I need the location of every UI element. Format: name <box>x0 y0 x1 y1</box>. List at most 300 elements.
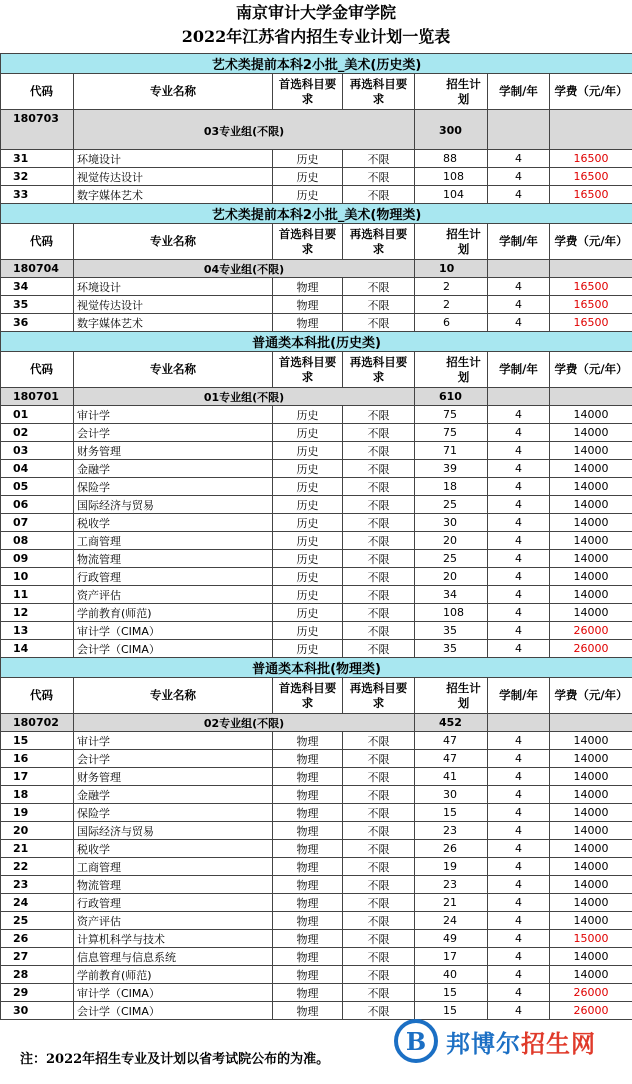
row-first-subject: 物理 <box>273 912 343 930</box>
header-code: 代码 <box>1 224 74 260</box>
header-second-subject: 再选科目要求 <box>343 224 415 260</box>
row-major: 审计学（CIMA） <box>74 984 273 1002</box>
row-second-subject: 不限 <box>343 278 415 296</box>
row-first-subject: 历史 <box>273 442 343 460</box>
row-fee: 14000 <box>550 442 632 460</box>
section-title-row <box>1 204 632 224</box>
row-plan: 25 <box>415 496 488 514</box>
row-fee: 14000 <box>550 948 632 966</box>
row-fee: 14000 <box>550 568 632 586</box>
row-years: 4 <box>488 840 550 858</box>
row-code: 25 <box>1 912 74 930</box>
row-second-subject: 不限 <box>343 948 415 966</box>
row-code: 12 <box>1 604 74 622</box>
group-code: 180701 <box>1 388 74 406</box>
row-years: 4 <box>488 750 550 768</box>
row-years: 4 <box>488 314 550 332</box>
table-row <box>1 858 632 876</box>
row-second-subject: 不限 <box>343 150 415 168</box>
row-plan: 104 <box>415 186 488 204</box>
row-fee: 14000 <box>550 966 632 984</box>
column-header-row <box>1 74 632 110</box>
row-fee: 26000 <box>550 984 632 1002</box>
row-years: 4 <box>488 804 550 822</box>
row-years: 4 <box>488 424 550 442</box>
group-name: 03专业组(不限) <box>74 110 415 150</box>
group-plan: 10 <box>415 260 488 278</box>
section-title: 普通类本科批(历史类) <box>1 332 632 352</box>
row-plan: 2 <box>415 278 488 296</box>
row-major: 视觉传达设计 <box>74 168 273 186</box>
row-years: 4 <box>488 822 550 840</box>
group-empty-fee <box>550 110 632 150</box>
row-major: 环境设计 <box>74 278 273 296</box>
row-plan: 47 <box>415 750 488 768</box>
row-code: 17 <box>1 768 74 786</box>
row-first-subject: 物理 <box>273 876 343 894</box>
row-major: 国际经济与贸易 <box>74 496 273 514</box>
table-row <box>1 984 632 1002</box>
row-second-subject: 不限 <box>343 550 415 568</box>
table-row <box>1 604 632 622</box>
header-plan: 招生计划 <box>415 352 488 388</box>
row-code: 23 <box>1 876 74 894</box>
row-plan: 17 <box>415 948 488 966</box>
table-row <box>1 496 632 514</box>
row-plan: 6 <box>415 314 488 332</box>
row-fee: 15000 <box>550 930 632 948</box>
table-row <box>1 314 632 332</box>
group-plan: 610 <box>415 388 488 406</box>
row-years: 4 <box>488 168 550 186</box>
group-empty-fee <box>550 260 632 278</box>
row-first-subject: 物理 <box>273 858 343 876</box>
row-major: 会计学（CIMA） <box>74 640 273 658</box>
table-row <box>1 804 632 822</box>
header-years: 学制/年 <box>488 678 550 714</box>
group-empty-years <box>488 110 550 150</box>
group-empty-years <box>488 260 550 278</box>
row-second-subject: 不限 <box>343 804 415 822</box>
row-code: 27 <box>1 948 74 966</box>
row-years: 4 <box>488 640 550 658</box>
row-years: 4 <box>488 732 550 750</box>
row-second-subject: 不限 <box>343 876 415 894</box>
row-plan: 15 <box>415 984 488 1002</box>
row-plan: 34 <box>415 586 488 604</box>
row-plan: 20 <box>415 532 488 550</box>
row-years: 4 <box>488 496 550 514</box>
row-fee: 14000 <box>550 876 632 894</box>
row-first-subject: 历史 <box>273 568 343 586</box>
row-plan: 35 <box>415 622 488 640</box>
row-plan: 40 <box>415 966 488 984</box>
row-code: 07 <box>1 514 74 532</box>
row-second-subject: 不限 <box>343 622 415 640</box>
row-major: 信息管理与信息系统 <box>74 948 273 966</box>
row-plan: 49 <box>415 930 488 948</box>
row-code: 32 <box>1 168 74 186</box>
row-years: 4 <box>488 912 550 930</box>
row-major: 金融学 <box>74 786 273 804</box>
row-code: 34 <box>1 278 74 296</box>
row-first-subject: 历史 <box>273 406 343 424</box>
row-second-subject: 不限 <box>343 912 415 930</box>
header-major: 专业名称 <box>74 678 273 714</box>
row-major: 工商管理 <box>74 532 273 550</box>
row-major: 会计学（CIMA） <box>74 1002 273 1020</box>
row-first-subject: 历史 <box>273 550 343 568</box>
row-first-subject: 物理 <box>273 894 343 912</box>
row-fee: 14000 <box>550 496 632 514</box>
row-major: 税收学 <box>74 514 273 532</box>
table-row <box>1 840 632 858</box>
section-title: 普通类本科批(物理类) <box>1 658 632 678</box>
row-fee: 16500 <box>550 150 632 168</box>
row-code: 18 <box>1 786 74 804</box>
row-first-subject: 物理 <box>273 768 343 786</box>
row-code: 19 <box>1 804 74 822</box>
header-plan: 招生计划 <box>415 224 488 260</box>
row-plan: 20 <box>415 568 488 586</box>
row-fee: 26000 <box>550 1002 632 1020</box>
row-first-subject: 历史 <box>273 496 343 514</box>
site-watermark <box>394 1016 626 1066</box>
row-years: 4 <box>488 786 550 804</box>
header-first-subject: 首选科目要求 <box>273 678 343 714</box>
row-major: 行政管理 <box>74 894 273 912</box>
row-plan: 18 <box>415 478 488 496</box>
row-first-subject: 物理 <box>273 822 343 840</box>
header-years: 学制/年 <box>488 224 550 260</box>
row-fee: 14000 <box>550 732 632 750</box>
row-second-subject: 不限 <box>343 840 415 858</box>
row-major: 计算机科学与技术 <box>74 930 273 948</box>
row-second-subject: 不限 <box>343 894 415 912</box>
row-second-subject: 不限 <box>343 822 415 840</box>
row-years: 4 <box>488 514 550 532</box>
table-row <box>1 186 632 204</box>
row-years: 4 <box>488 966 550 984</box>
row-second-subject: 不限 <box>343 1002 415 1020</box>
row-major: 审计学（CIMA） <box>74 622 273 640</box>
group-code: 180703 <box>1 110 74 150</box>
group-row <box>1 388 632 406</box>
row-fee: 14000 <box>550 532 632 550</box>
row-fee: 14000 <box>550 550 632 568</box>
row-code: 01 <box>1 406 74 424</box>
row-first-subject: 历史 <box>273 168 343 186</box>
row-fee: 16500 <box>550 314 632 332</box>
row-plan: 88 <box>415 150 488 168</box>
watermark-text <box>446 1024 596 1059</box>
row-first-subject: 物理 <box>273 296 343 314</box>
row-second-subject: 不限 <box>343 604 415 622</box>
group-empty-years <box>488 388 550 406</box>
row-fee: 14000 <box>550 478 632 496</box>
row-major: 资产评估 <box>74 586 273 604</box>
row-first-subject: 历史 <box>273 186 343 204</box>
row-years: 4 <box>488 604 550 622</box>
row-plan: 75 <box>415 406 488 424</box>
row-plan: 15 <box>415 804 488 822</box>
section-title: 艺术类提前本科2小批_美术(历史类) <box>1 54 632 74</box>
row-first-subject: 物理 <box>273 314 343 332</box>
group-row <box>1 110 632 150</box>
row-code: 21 <box>1 840 74 858</box>
table-body <box>1 54 632 1020</box>
row-second-subject: 不限 <box>343 568 415 586</box>
row-second-subject: 不限 <box>343 640 415 658</box>
row-years: 4 <box>488 278 550 296</box>
row-years: 4 <box>488 768 550 786</box>
row-plan: 26 <box>415 840 488 858</box>
admission-plan-table <box>0 53 632 1020</box>
row-fee: 14000 <box>550 858 632 876</box>
row-fee: 14000 <box>550 840 632 858</box>
row-second-subject: 不限 <box>343 514 415 532</box>
table-row <box>1 966 632 984</box>
row-major: 物流管理 <box>74 550 273 568</box>
row-second-subject: 不限 <box>343 930 415 948</box>
row-plan: 15 <box>415 1002 488 1020</box>
group-plan: 300 <box>415 110 488 150</box>
header-second-subject: 再选科目要求 <box>343 74 415 110</box>
row-fee: 16500 <box>550 168 632 186</box>
row-plan: 30 <box>415 786 488 804</box>
row-plan: 21 <box>415 894 488 912</box>
row-fee: 14000 <box>550 894 632 912</box>
table-row <box>1 822 632 840</box>
header-fee: 学费（元/年） <box>550 224 632 260</box>
table-row <box>1 478 632 496</box>
row-plan: 25 <box>415 550 488 568</box>
table-row <box>1 424 632 442</box>
table-row <box>1 732 632 750</box>
column-header-row <box>1 224 632 260</box>
watermark-text-accent: 招生网 <box>521 1029 596 1058</box>
row-major: 学前教育(师范) <box>74 604 273 622</box>
row-code: 04 <box>1 460 74 478</box>
table-row <box>1 550 632 568</box>
row-first-subject: 物理 <box>273 786 343 804</box>
row-fee: 16500 <box>550 186 632 204</box>
row-code: 30 <box>1 1002 74 1020</box>
table-row <box>1 296 632 314</box>
row-second-subject: 不限 <box>343 424 415 442</box>
row-fee: 14000 <box>550 604 632 622</box>
header-major: 专业名称 <box>74 224 273 260</box>
row-major: 国际经济与贸易 <box>74 822 273 840</box>
group-empty-fee <box>550 388 632 406</box>
row-first-subject: 历史 <box>273 532 343 550</box>
table-row <box>1 750 632 768</box>
row-second-subject: 不限 <box>343 786 415 804</box>
table-row <box>1 442 632 460</box>
row-first-subject: 物理 <box>273 930 343 948</box>
row-code: 03 <box>1 442 74 460</box>
row-major: 审计学 <box>74 406 273 424</box>
table-row <box>1 768 632 786</box>
group-row <box>1 260 632 278</box>
row-fee: 16500 <box>550 278 632 296</box>
row-first-subject: 历史 <box>273 640 343 658</box>
row-plan: 41 <box>415 768 488 786</box>
row-second-subject: 不限 <box>343 732 415 750</box>
table-row <box>1 948 632 966</box>
table-row <box>1 460 632 478</box>
header-first-subject: 首选科目要求 <box>273 224 343 260</box>
table-row <box>1 786 632 804</box>
table-row <box>1 406 632 424</box>
table-row <box>1 622 632 640</box>
row-code: 08 <box>1 532 74 550</box>
column-header-row <box>1 352 632 388</box>
header-first-subject: 首选科目要求 <box>273 352 343 388</box>
row-plan: 108 <box>415 604 488 622</box>
row-fee: 14000 <box>550 912 632 930</box>
row-code: 33 <box>1 186 74 204</box>
row-second-subject: 不限 <box>343 314 415 332</box>
watermark-logo-icon: B <box>394 1019 438 1063</box>
row-second-subject: 不限 <box>343 984 415 1002</box>
row-major: 金融学 <box>74 460 273 478</box>
page-title <box>0 0 632 53</box>
row-code: 06 <box>1 496 74 514</box>
header-code: 代码 <box>1 74 74 110</box>
row-code: 20 <box>1 822 74 840</box>
row-major: 财务管理 <box>74 768 273 786</box>
row-fee: 14000 <box>550 406 632 424</box>
row-plan: 35 <box>415 640 488 658</box>
header-years: 学制/年 <box>488 74 550 110</box>
row-fee: 14000 <box>550 804 632 822</box>
row-major: 数字媒体艺术 <box>74 186 273 204</box>
group-row <box>1 714 632 732</box>
row-second-subject: 不限 <box>343 168 415 186</box>
row-code: 28 <box>1 966 74 984</box>
title-line-2: 2022年江苏省内招生专业计划一览表 <box>181 27 451 46</box>
row-first-subject: 物理 <box>273 948 343 966</box>
row-second-subject: 不限 <box>343 296 415 314</box>
row-second-subject: 不限 <box>343 442 415 460</box>
row-first-subject: 历史 <box>273 478 343 496</box>
row-first-subject: 物理 <box>273 1002 343 1020</box>
header-major: 专业名称 <box>74 74 273 110</box>
header-fee: 学费（元/年） <box>550 352 632 388</box>
row-code: 14 <box>1 640 74 658</box>
row-second-subject: 不限 <box>343 186 415 204</box>
row-second-subject: 不限 <box>343 478 415 496</box>
row-years: 4 <box>488 1002 550 1020</box>
row-major: 保险学 <box>74 478 273 496</box>
row-plan: 19 <box>415 858 488 876</box>
section-title-row <box>1 332 632 352</box>
row-plan: 47 <box>415 732 488 750</box>
table-row <box>1 640 632 658</box>
row-plan: 23 <box>415 876 488 894</box>
row-first-subject: 物理 <box>273 984 343 1002</box>
table-row <box>1 168 632 186</box>
row-years: 4 <box>488 478 550 496</box>
column-header-row <box>1 678 632 714</box>
group-plan: 452 <box>415 714 488 732</box>
header-plan: 招生计划 <box>415 74 488 110</box>
row-second-subject: 不限 <box>343 750 415 768</box>
row-fee: 14000 <box>550 586 632 604</box>
watermark-text-main: 邦博尔 <box>446 1029 521 1058</box>
row-major: 税收学 <box>74 840 273 858</box>
row-major: 行政管理 <box>74 568 273 586</box>
row-first-subject: 历史 <box>273 604 343 622</box>
row-years: 4 <box>488 460 550 478</box>
table-row <box>1 586 632 604</box>
row-major: 物流管理 <box>74 876 273 894</box>
row-plan: 108 <box>415 168 488 186</box>
row-first-subject: 物理 <box>273 750 343 768</box>
row-first-subject: 历史 <box>273 514 343 532</box>
row-major: 视觉传达设计 <box>74 296 273 314</box>
row-plan: 2 <box>415 296 488 314</box>
row-years: 4 <box>488 930 550 948</box>
row-plan: 71 <box>415 442 488 460</box>
row-code: 29 <box>1 984 74 1002</box>
header-second-subject: 再选科目要求 <box>343 678 415 714</box>
row-major: 资产评估 <box>74 912 273 930</box>
table-row <box>1 514 632 532</box>
row-second-subject: 不限 <box>343 966 415 984</box>
table-row <box>1 150 632 168</box>
header-plan: 招生计划 <box>415 678 488 714</box>
row-first-subject: 历史 <box>273 586 343 604</box>
group-name: 02专业组(不限) <box>74 714 415 732</box>
row-second-subject: 不限 <box>343 406 415 424</box>
group-name: 04专业组(不限) <box>74 260 415 278</box>
row-fee: 14000 <box>550 460 632 478</box>
row-years: 4 <box>488 150 550 168</box>
row-years: 4 <box>488 858 550 876</box>
header-fee: 学费（元/年） <box>550 74 632 110</box>
row-major: 会计学 <box>74 750 273 768</box>
group-name: 01专业组(不限) <box>74 388 415 406</box>
table-row <box>1 912 632 930</box>
row-first-subject: 历史 <box>273 622 343 640</box>
row-years: 4 <box>488 568 550 586</box>
group-empty-fee <box>550 714 632 732</box>
row-plan: 24 <box>415 912 488 930</box>
row-years: 4 <box>488 876 550 894</box>
row-major: 环境设计 <box>74 150 273 168</box>
table-row <box>1 568 632 586</box>
row-years: 4 <box>488 532 550 550</box>
header-code: 代码 <box>1 352 74 388</box>
row-code: 35 <box>1 296 74 314</box>
row-first-subject: 物理 <box>273 966 343 984</box>
header-second-subject: 再选科目要求 <box>343 352 415 388</box>
table-row <box>1 532 632 550</box>
row-years: 4 <box>488 984 550 1002</box>
row-second-subject: 不限 <box>343 768 415 786</box>
row-second-subject: 不限 <box>343 858 415 876</box>
row-first-subject: 历史 <box>273 460 343 478</box>
section-title-row <box>1 54 632 74</box>
row-major: 保险学 <box>74 804 273 822</box>
row-code: 16 <box>1 750 74 768</box>
row-fee: 14000 <box>550 822 632 840</box>
row-code: 02 <box>1 424 74 442</box>
row-code: 26 <box>1 930 74 948</box>
row-first-subject: 物理 <box>273 732 343 750</box>
